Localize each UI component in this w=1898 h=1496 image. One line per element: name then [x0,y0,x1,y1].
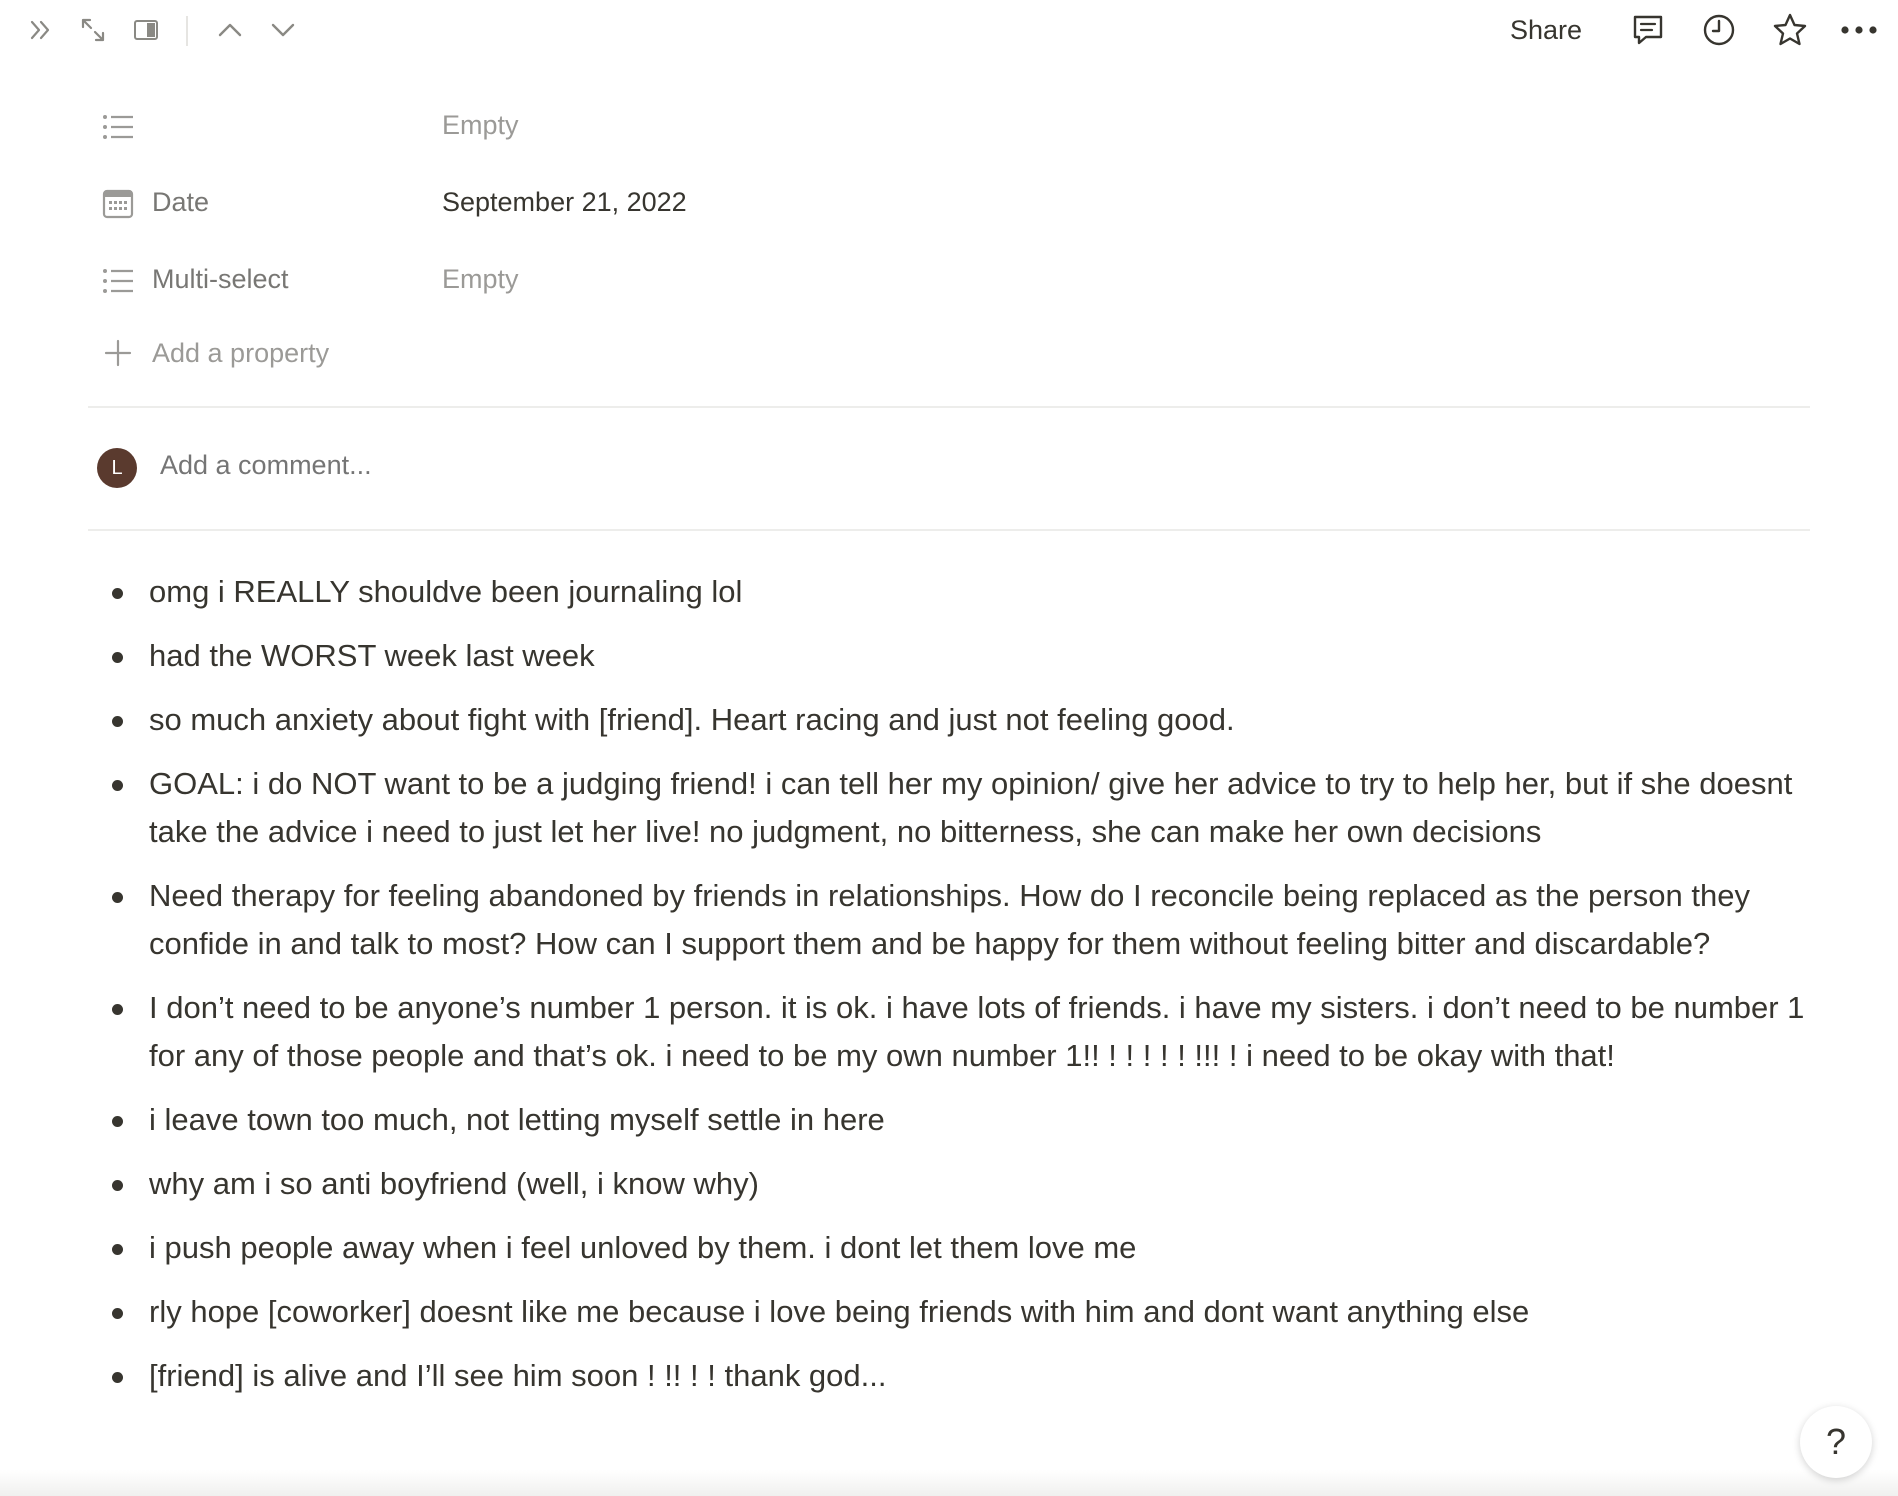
list-item-text: I don’t need to be anyone’s number 1 person. it is ok. i have lots of friends. i have my sisters. i don’t need to be number 1 for any of those people and that’s ok. i need to be my own number 1!! ! ! ! ! ! !!! ! i need to be okay with that! [149,990,1805,1073]
list-item-text: rly hope [coworker] doesnt like me because i love being friends with him and dont want anything else [149,1294,1530,1329]
property-value[interactable]: Empty [442,110,519,140]
list-item-text: i leave town too much, not letting myself settle in here [149,1102,885,1137]
list-item[interactable] [88,1288,1810,1336]
toolbar-separator [186,16,188,46]
bullet-dot [112,1180,123,1191]
bullet-dot [112,652,123,663]
star-icon[interactable] [1770,10,1810,50]
list-icon [102,111,134,143]
sidebar-collapse-icon[interactable] [21,10,61,50]
property-name-date: Date [152,187,210,217]
list-item-text: i push people away when i feel unloved by them. i dont let them love me [149,1230,1137,1265]
bullet-dot [112,1308,123,1319]
bottom-fade [0,1470,1898,1496]
list-item[interactable] [88,632,1810,680]
list-item[interactable] [88,760,1810,856]
expand-icon[interactable] [73,10,113,50]
share-button[interactable]: Share [1510,14,1583,45]
property-name-multi-select: Multi-select [152,264,289,294]
clock-icon[interactable] [1699,10,1739,50]
list-icon [102,265,134,297]
list-item-text: had the WORST week last week [149,638,595,673]
calendar-icon [102,188,134,220]
list-item[interactable] [88,1224,1810,1272]
list-item[interactable] [88,1352,1810,1400]
help-button[interactable]: ? [1800,1406,1872,1478]
list-item-text: GOAL: i do NOT want to be a judging friend! i can tell her my opinion/ give her advice to try to help her, but if she doesnt take the advice i need to just let her live! no judgment, no bitterness, she can make her own decisions [149,766,1793,849]
list-item[interactable] [88,872,1810,968]
property-value-multi-select[interactable]: Empty [442,264,519,294]
bullet-dot [112,892,123,903]
list-item[interactable] [88,984,1810,1080]
bullet-dot [112,1116,123,1127]
property-value-date[interactable]: September 21, 2022 [442,187,687,217]
chevron-down-icon[interactable] [263,10,303,50]
list-item-text: so much anxiety about fight with [friend]. Heart racing and just not feeling good. [149,702,1235,737]
add-property-button[interactable] [98,329,498,381]
list-item-text: [friend] is alive and I’ll see him soon ! !! ! ! thank god... [149,1358,887,1393]
plus-icon [102,337,134,369]
bullet-dot [112,780,123,791]
bullet-list [88,568,1810,1416]
list-item[interactable] [88,696,1810,744]
more-icon[interactable] [1839,10,1879,50]
add-property-label: Add a property [152,338,330,368]
divider [88,406,1810,408]
list-item[interactable] [88,568,1810,616]
chevron-up-icon[interactable] [210,10,250,50]
bullet-dot [112,1244,123,1255]
side-peek-icon[interactable] [126,10,166,50]
bullet-dot [112,716,123,727]
property-row[interactable] [98,101,998,153]
bullet-dot [112,1004,123,1015]
list-item-text: Need therapy for feeling abandoned by friends in relationships. How do I reconcile being replaced as the person they confide in and talk to most? How can I support them and be happy for them without feeling bitter and discardable? [149,878,1750,961]
comment-input[interactable] [160,450,960,481]
list-item-text: why am i so anti boyfriend (well, i know why) [149,1166,759,1201]
list-item-text: omg i REALLY shouldve been journaling lol [149,574,743,609]
bullet-dot [112,1372,123,1383]
top-toolbar [0,0,1898,60]
list-item[interactable] [88,1096,1810,1144]
list-item[interactable] [88,1160,1810,1208]
property-row-date[interactable] [98,178,998,230]
avatar: L [97,448,137,488]
bullet-dot [112,588,123,599]
divider [88,529,1810,531]
comment-icon[interactable] [1628,10,1668,50]
property-row-multi-select[interactable] [98,255,998,307]
